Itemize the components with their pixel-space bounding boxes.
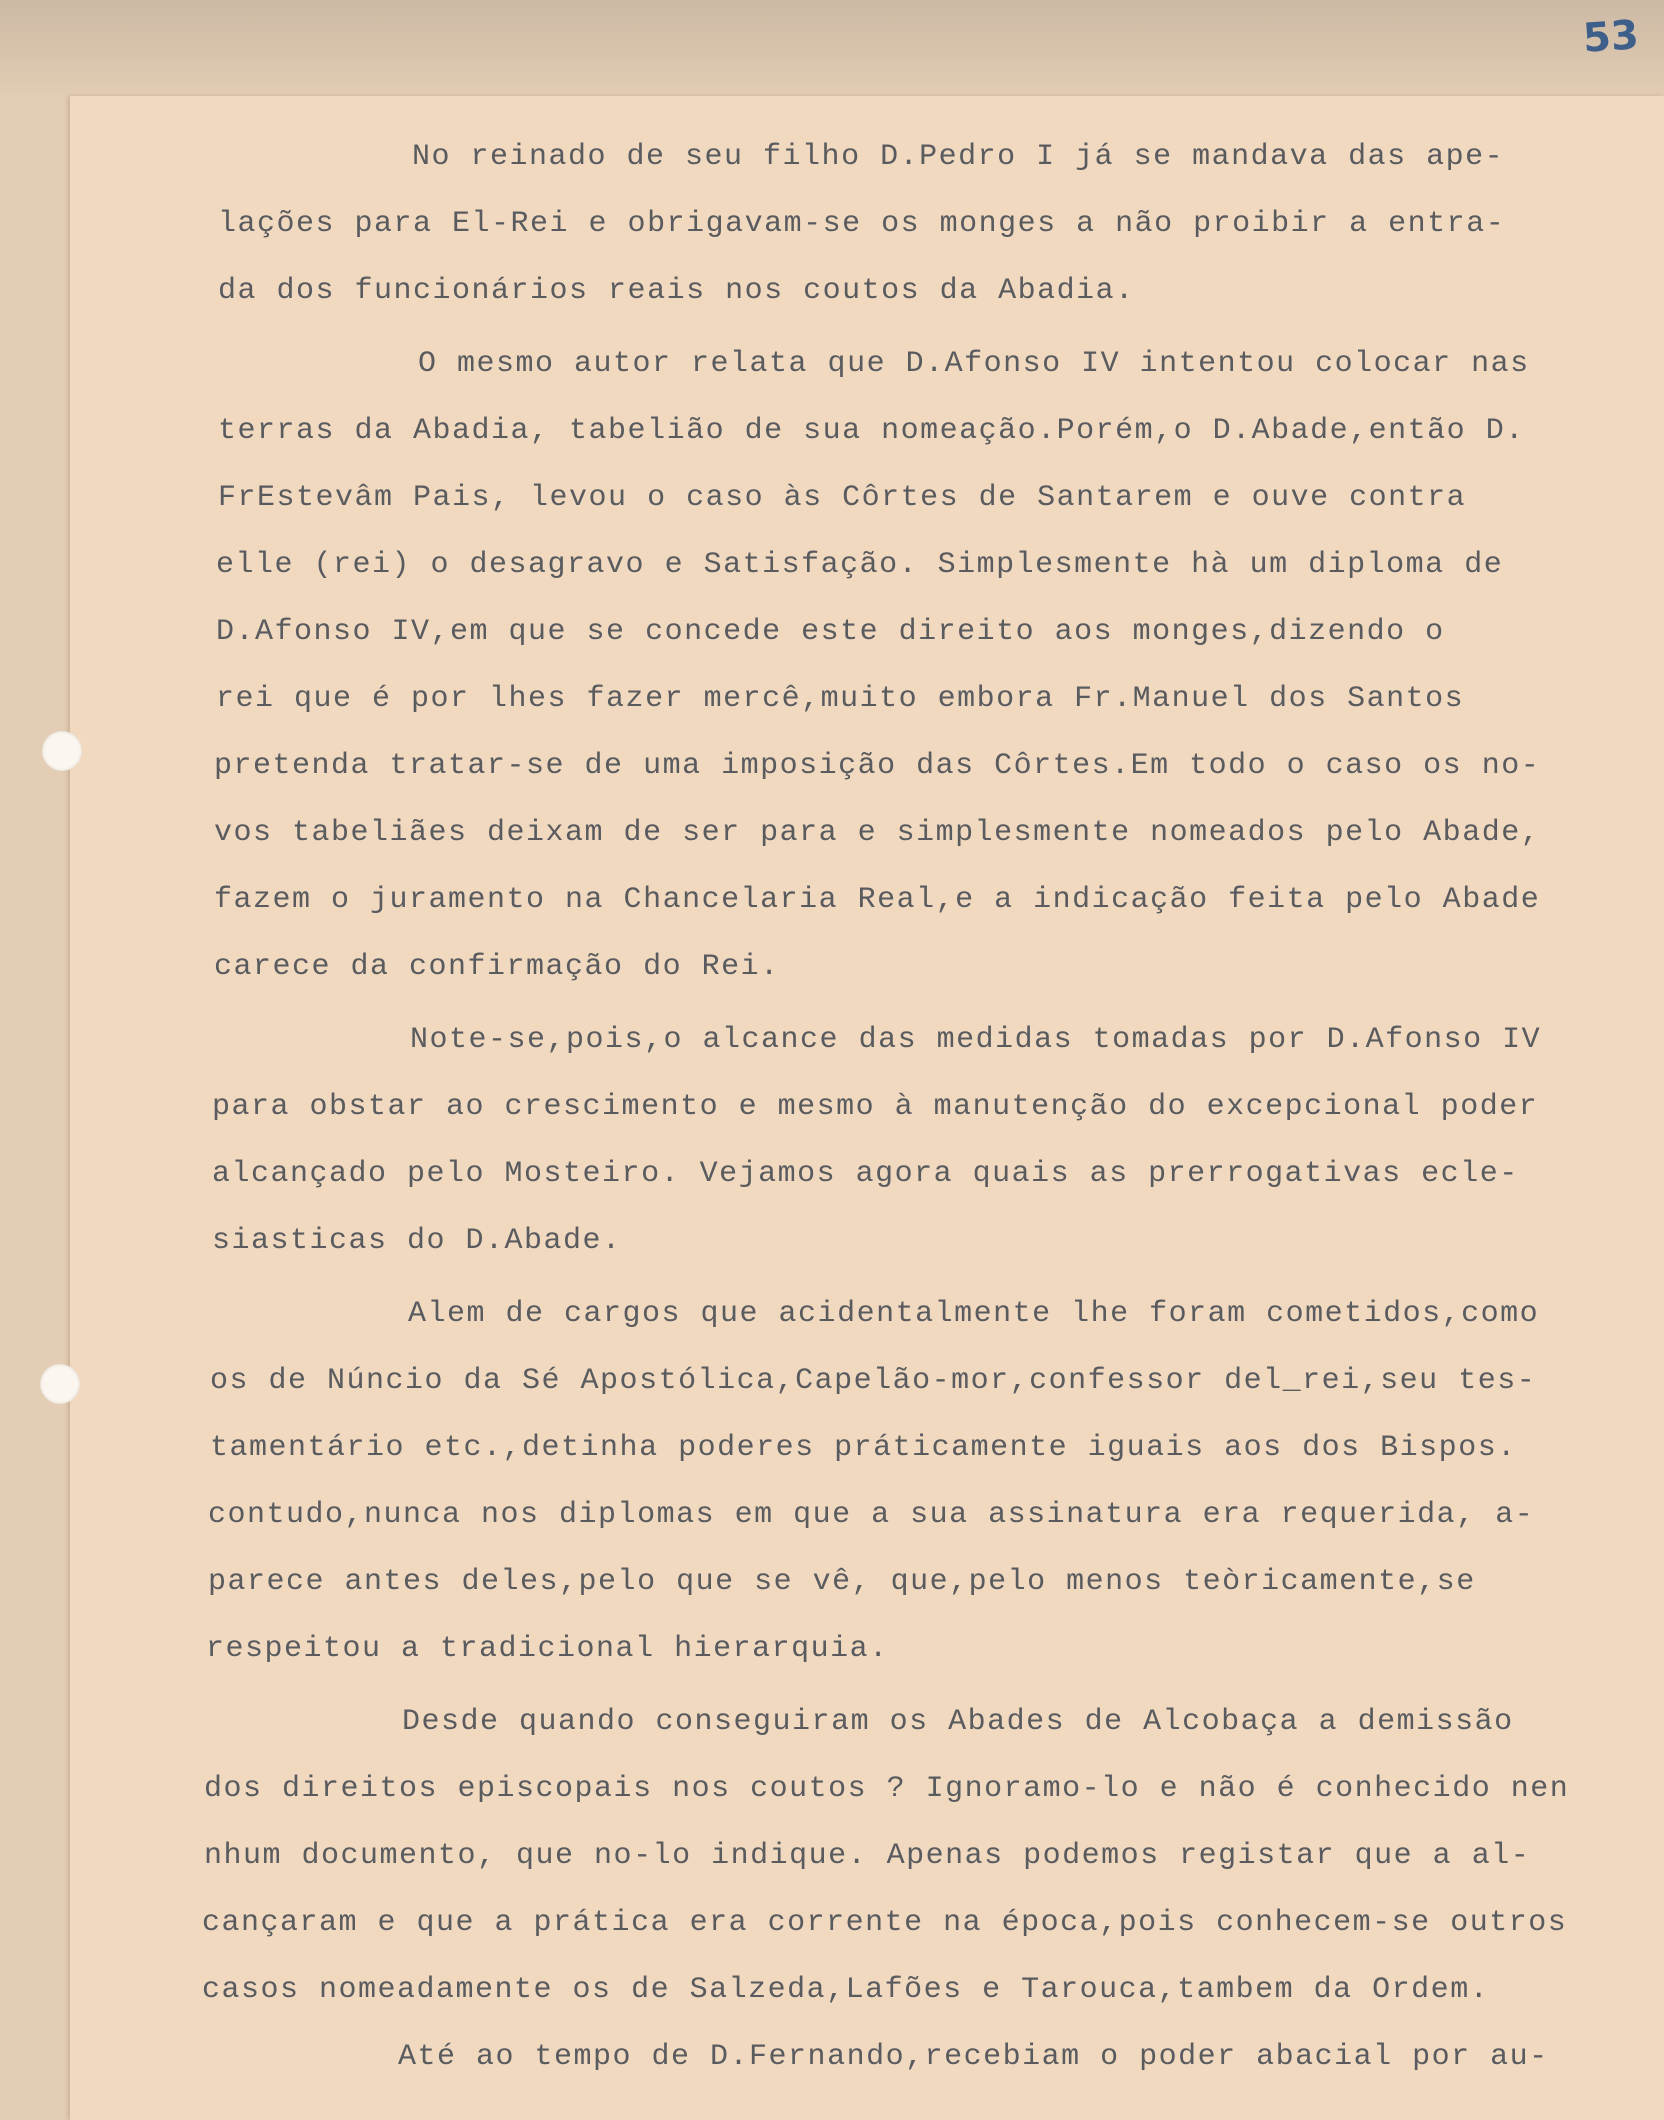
text-line: respeitou a tradicional hierarquia. bbox=[206, 1632, 889, 1666]
text-line: dos direitos episcopais nos coutos ? Ignoramo-lo e não é conhecido nen bbox=[204, 1772, 1570, 1806]
text-line: contudo,nunca nos diplomas em que a sua assinatura era requerida, a- bbox=[208, 1498, 1535, 1532]
text-line: alcançado pelo Mosteiro. Vejamos agora quais as prerrogativas ecle- bbox=[212, 1157, 1519, 1191]
text-line: para obstar ao crescimento e mesmo à manutenção do excepcional poder bbox=[212, 1090, 1539, 1124]
text-line: Alem de cargos que acidentalmente lhe foram cometidos,como bbox=[408, 1297, 1540, 1331]
text-line: carece da confirmação do Rei. bbox=[214, 950, 780, 984]
text-line: Até ao tempo de D.Fernando,recebiam o poder abacial por au- bbox=[398, 2040, 1549, 2074]
text-line: da dos funcionários reais nos coutos da Abadia. bbox=[218, 274, 1135, 308]
text-line: cançaram e que a prática era corrente na época,pois conhecem-se outros bbox=[202, 1906, 1568, 1940]
text-line: Desde quando conseguiram os Abades de Alcobaça a demissão bbox=[402, 1705, 1514, 1739]
text-line: lações para El-Rei e obrigavam-se os monges a não proibir a entra- bbox=[218, 207, 1506, 241]
text-line: O mesmo autor relata que D.Afonso IV intentou colocar nas bbox=[418, 347, 1530, 381]
text-line: rei que é por lhes fazer mercê,muito embora Fr.Manuel dos Santos bbox=[216, 682, 1465, 716]
text-line: pretenda tratar-se de uma imposição das Côrtes.Em todo o caso os no- bbox=[214, 749, 1541, 783]
text-line: No reinado de seu filho D.Pedro I já se mandava das ape- bbox=[412, 140, 1505, 174]
text-line: nhum documento, que no-lo indique. Apenas podemos registar que a al- bbox=[204, 1839, 1531, 1873]
text-line: FrEstevâm Pais, levou o caso às Côrtes de Santarem e ouve contra bbox=[218, 481, 1467, 515]
text-line: vos tabeliães deixam de ser para e simplesmente nomeados pelo Abade, bbox=[214, 816, 1541, 850]
text-line: casos nomeadamente os de Salzeda,Lafões e Tarouca,tambem da Ordem. bbox=[202, 1973, 1490, 2007]
text-line: tamentário etc.,detinha poderes práticamente iguais aos dos Bispos. bbox=[210, 1431, 1517, 1465]
text-line: os de Núncio da Sé Apostólica,Capelão-mor,confessor del_rei,seu tes- bbox=[210, 1364, 1537, 1398]
page-number: 53 bbox=[1581, 12, 1641, 62]
text-line: parece antes deles,pelo que se vê, que,pelo menos teòricamente,se bbox=[208, 1565, 1476, 1599]
text-line: Note-se,pois,o alcance das medidas tomadas por D.Afonso IV bbox=[410, 1023, 1542, 1057]
text-line: elle (rei) o desagravo e Satisfação. Simplesmente hà um diploma de bbox=[216, 548, 1504, 582]
text-line: fazem o juramento na Chancelaria Real,e a indicação feita pelo Abade bbox=[214, 883, 1541, 917]
text-line: terras da Abadia, tabelião de sua nomeação.Porém,o D.Abade,então D. bbox=[218, 414, 1525, 448]
text-line: siasticas do D.Abade. bbox=[212, 1224, 622, 1258]
text-line: D.Afonso IV,em que se concede este direito aos monges,dizendo o bbox=[216, 615, 1445, 649]
